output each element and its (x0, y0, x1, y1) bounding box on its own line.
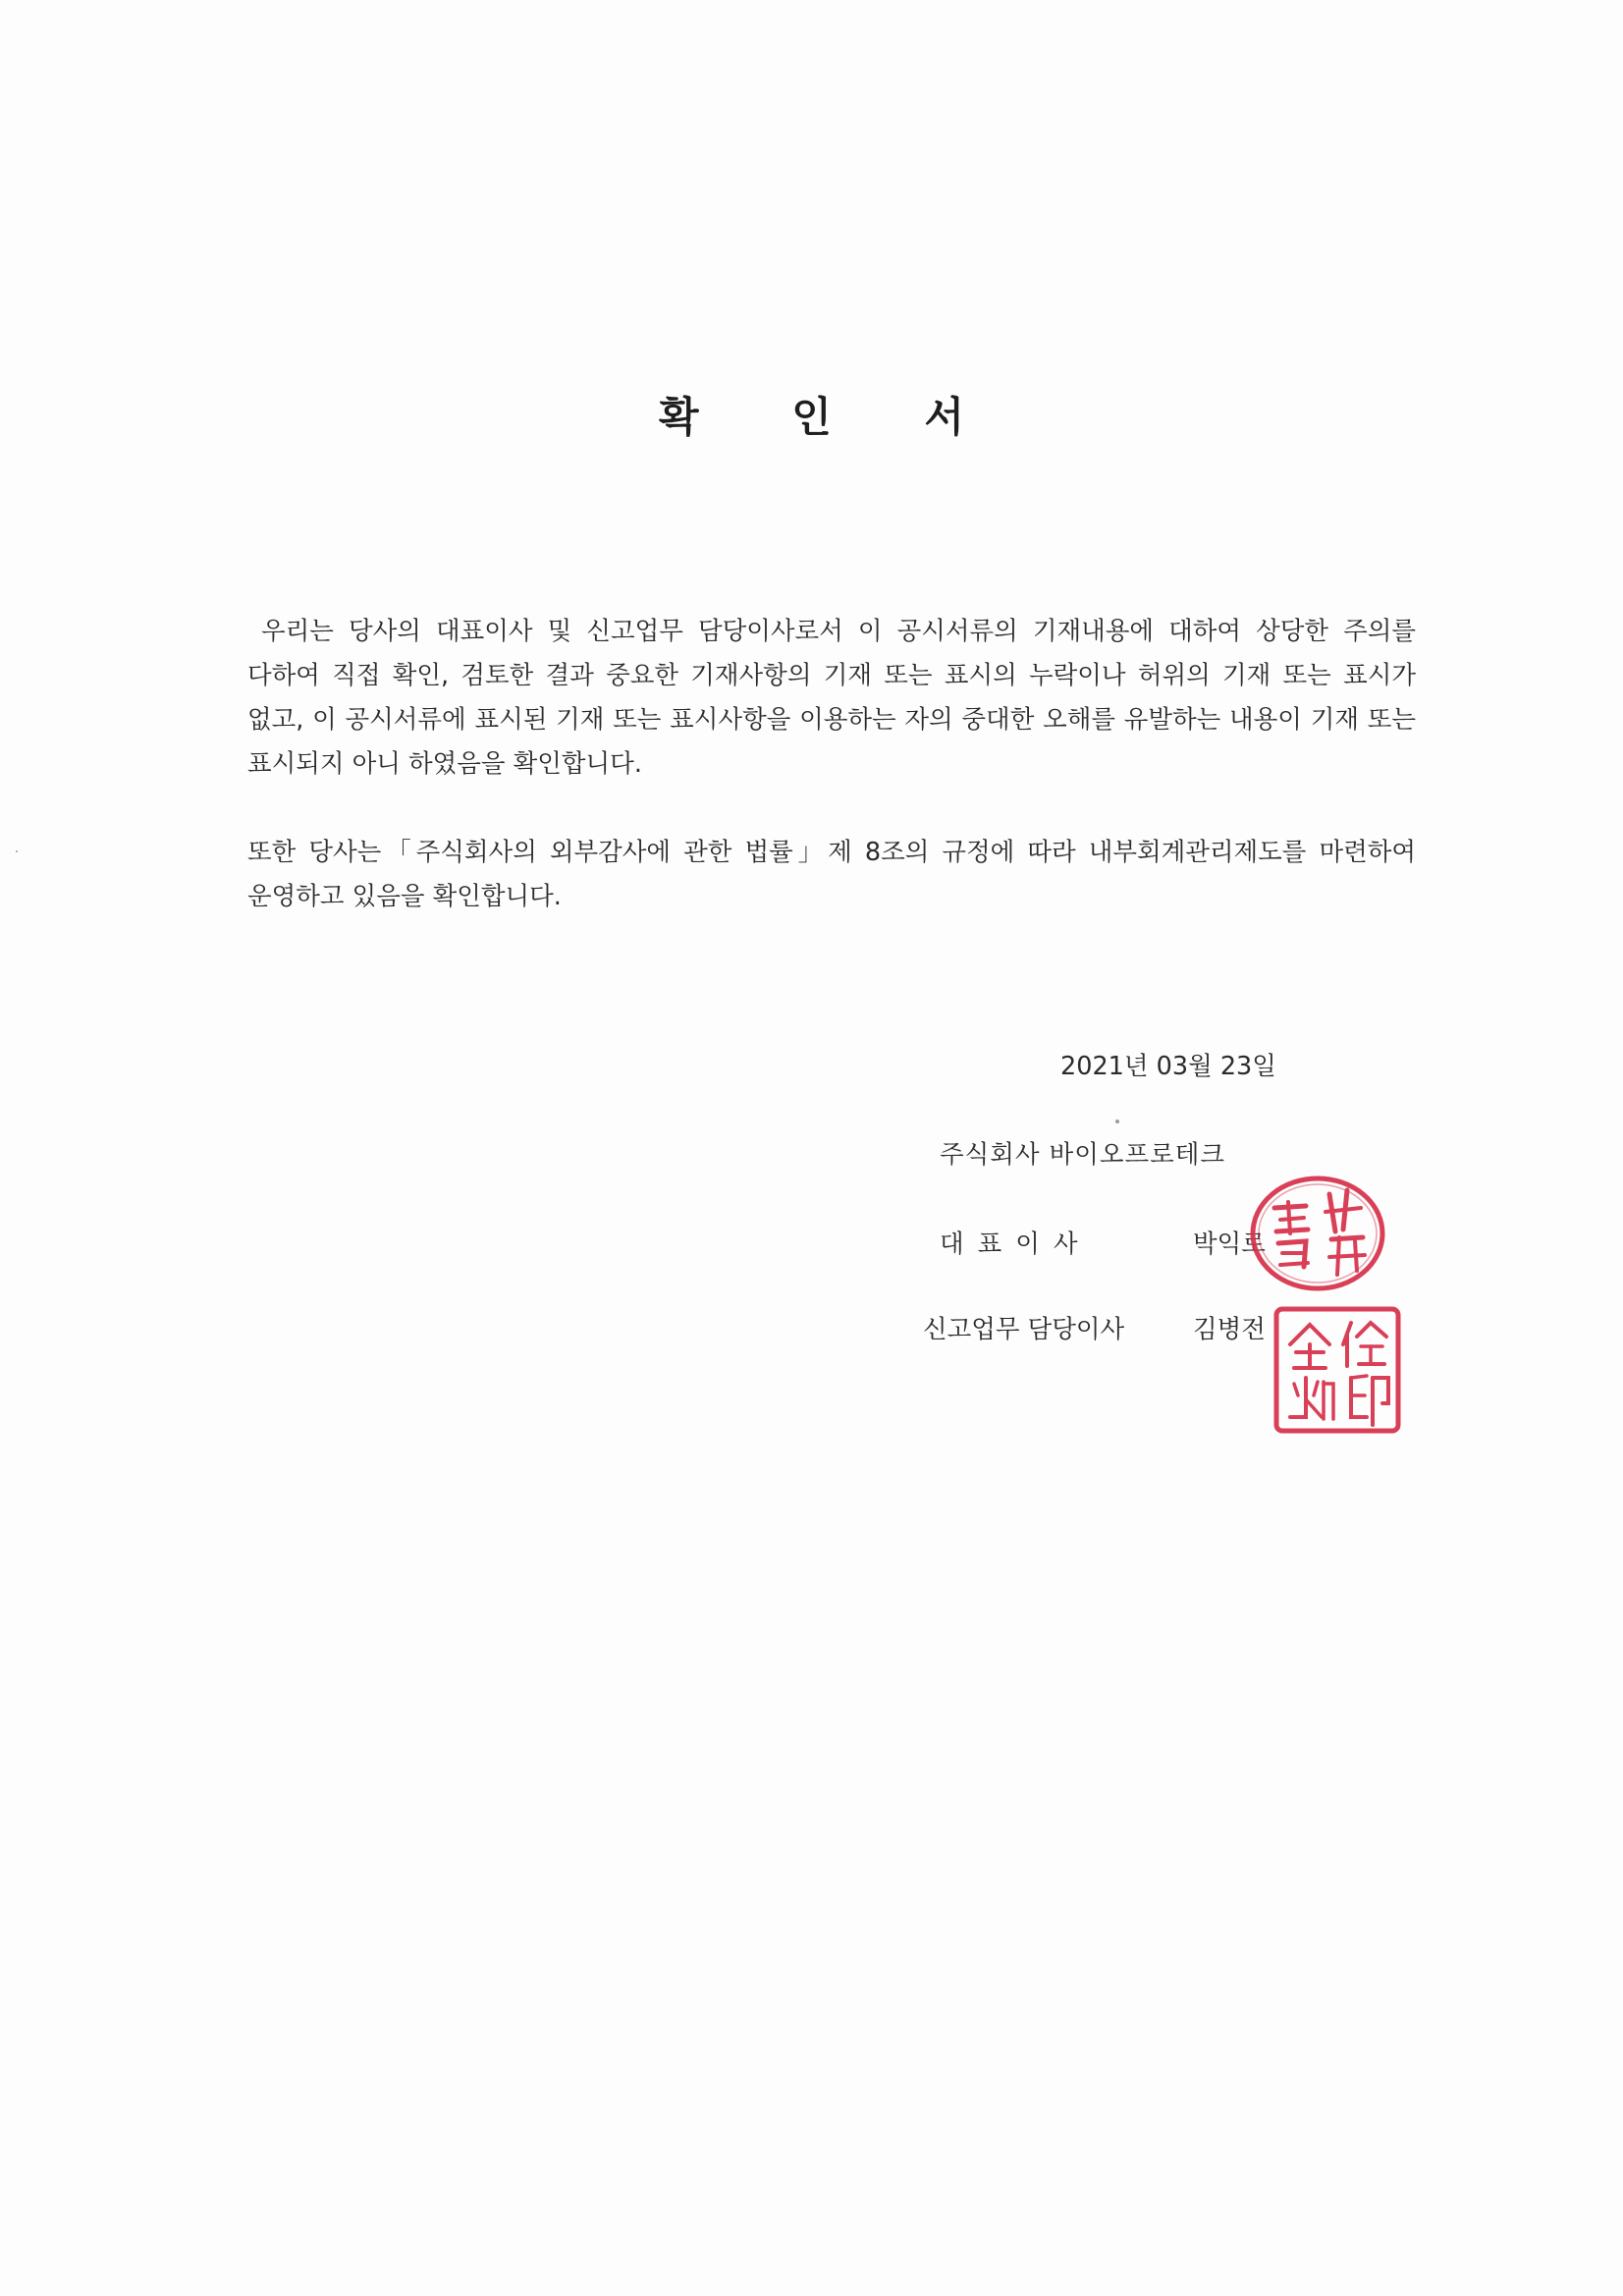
document-title (0, 385, 1623, 444)
title-char-2: 인 (791, 393, 832, 441)
title-char-1: 확 (659, 393, 699, 441)
company-name: 주식회사 바이오프로테크 (940, 1140, 1226, 1170)
scan-speck (1115, 1120, 1119, 1123)
internal-control-paragraph: 또한 당사는「주식회사의 외부감사에 관한 법률」제 8조의 규정에 따라 내부회계관리제도를 마련하여 운영하고 있음을 확인합니다. (247, 838, 1416, 911)
officer-seal-icon (1269, 1301, 1406, 1439)
representative-name: 박익로 (1193, 1230, 1266, 1259)
scan-speck (16, 850, 18, 852)
disclosure-officer-name: 김병전 (1193, 1315, 1266, 1344)
confirmation-paragraph: 우리는 당사의 대표이사 및 신고업무 담당이사로서 이 공시서류의 기재내용에 대하여 상당한 주의를 다하여 직접 확인, 검토한 결과 중요한 기재사항의 기재 또는 표시의 누락이나 허위의 기재 또는 표시가 없고, 이 공시서류에 표시된 기재 또는 표시사항을 이용하는 자의 중대한 오해를 유발하는 내용이 기재 또는 표시되지 아니 하였음을 확인합니다. (247, 617, 1416, 779)
title-char-3: 서 (924, 393, 964, 441)
document-date: 2021년 03월 23일 (1060, 1052, 1276, 1081)
representative-title: 대표이사 (940, 1230, 1092, 1259)
disclosure-officer-title: 신고업무 담당이사 (923, 1315, 1125, 1344)
